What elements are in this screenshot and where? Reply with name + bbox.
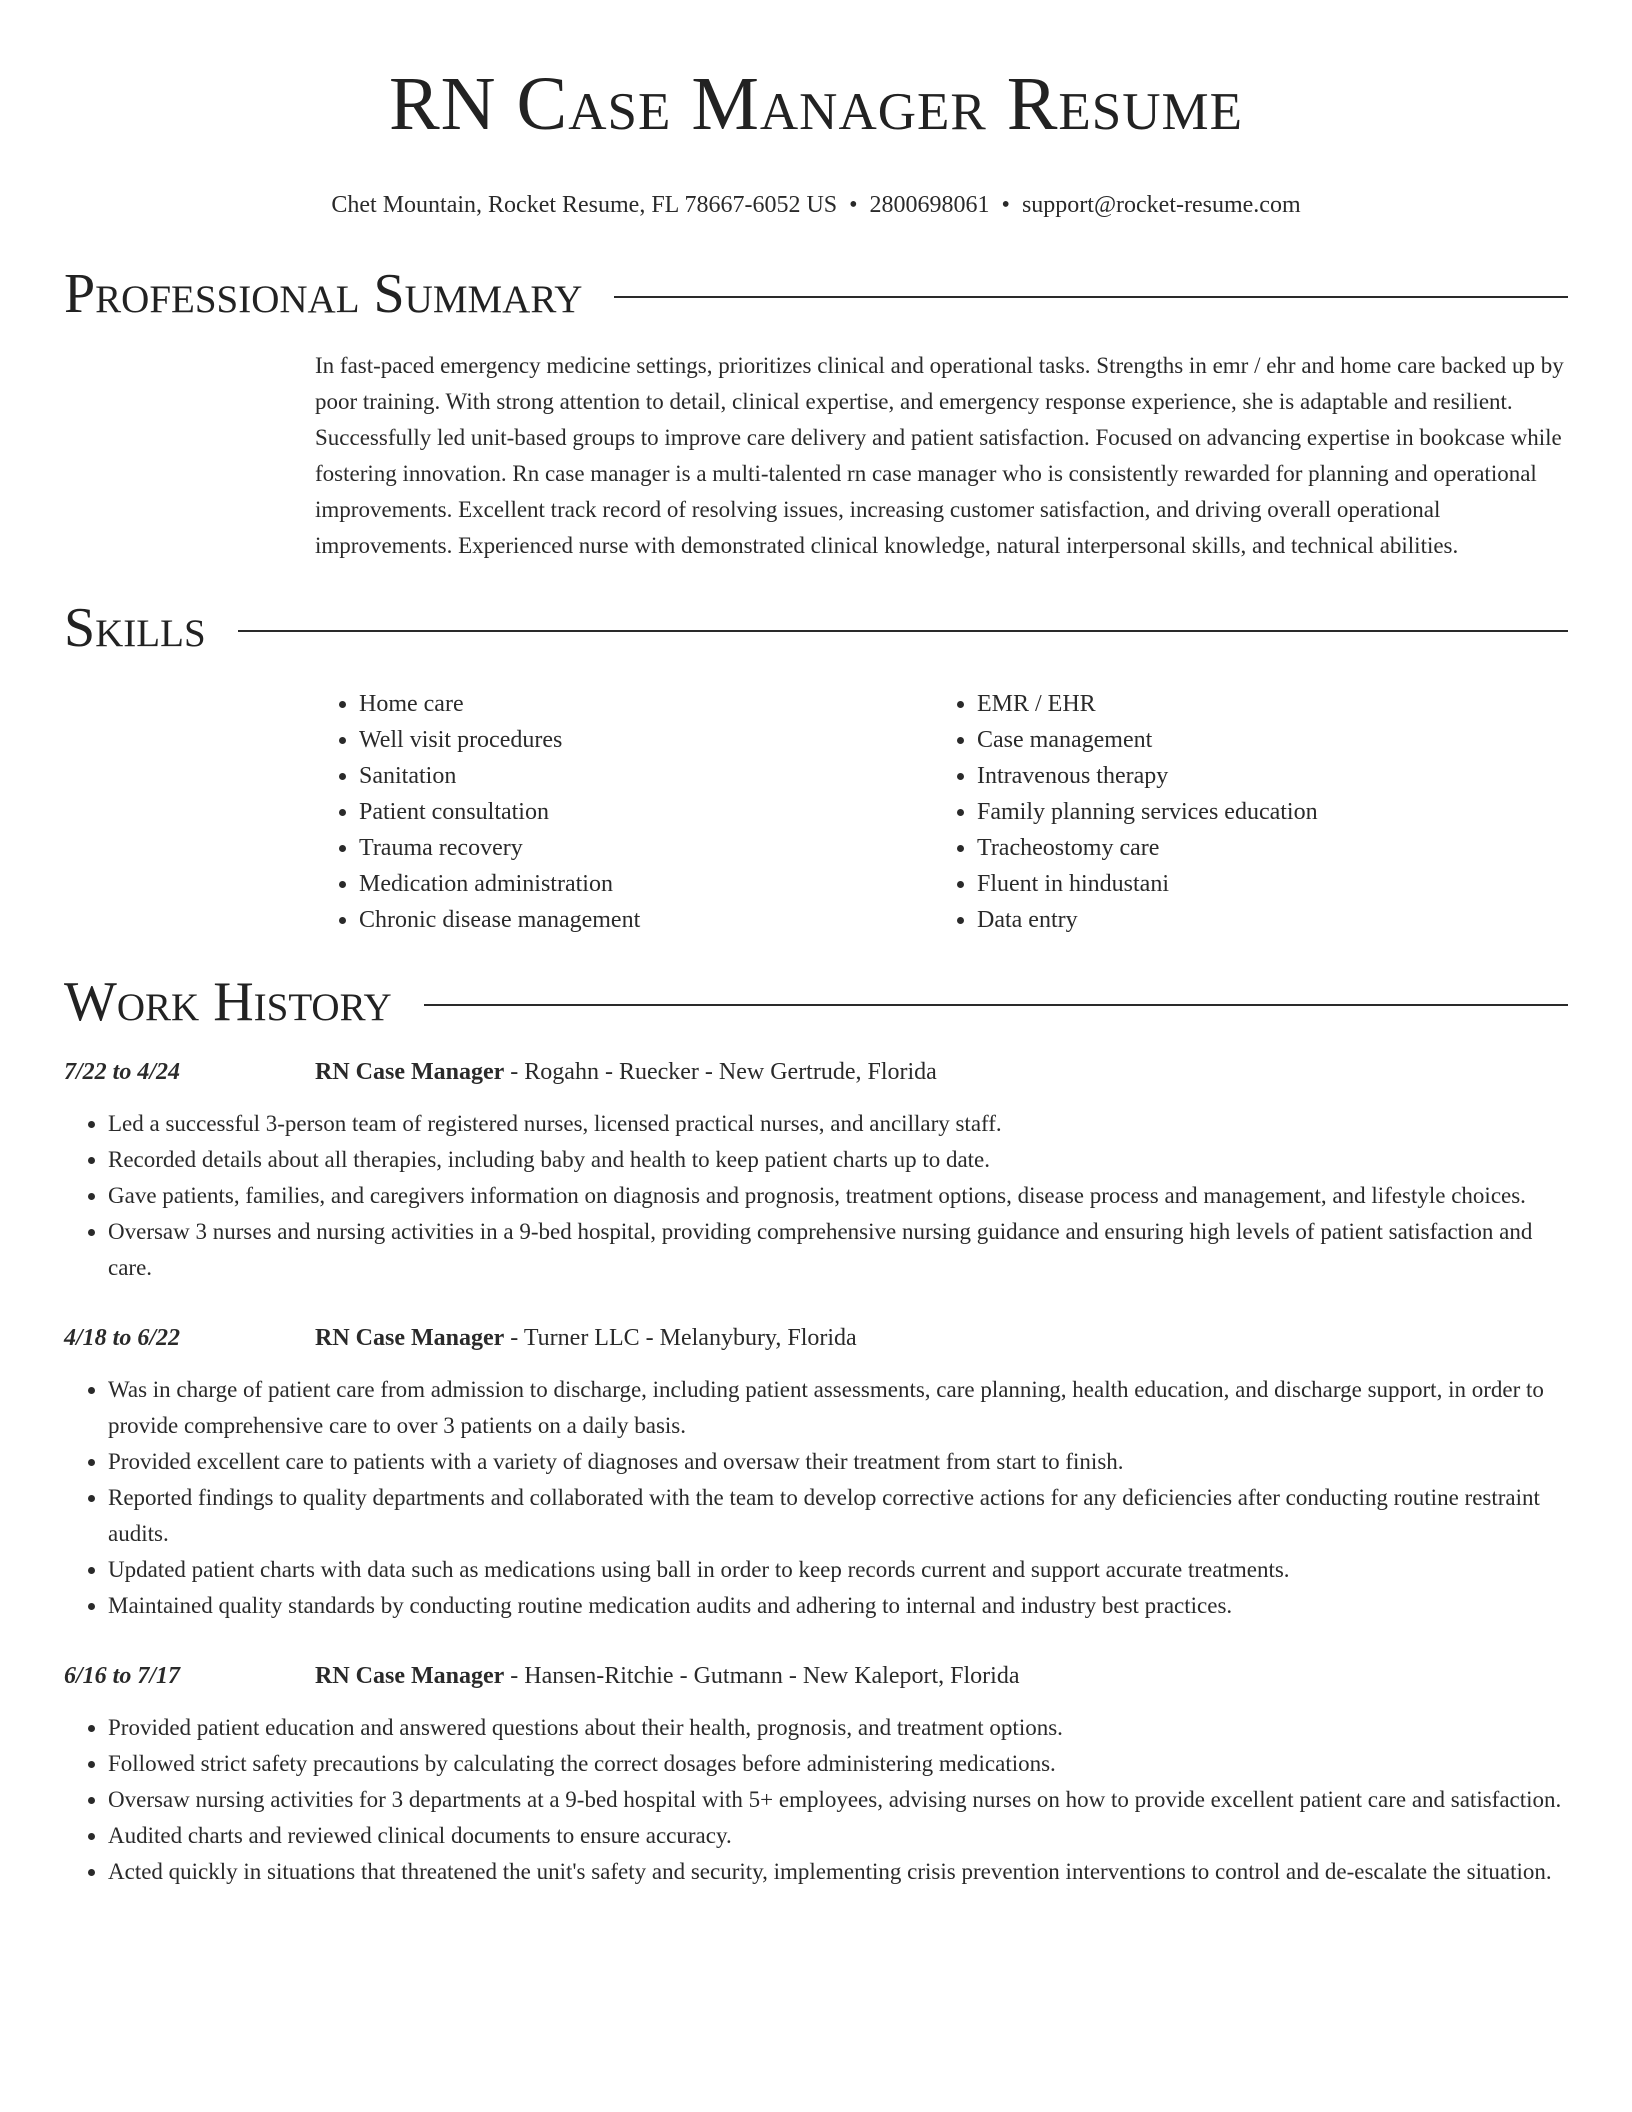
contact-separator: • — [849, 192, 858, 218]
job-header — [64, 1658, 1568, 1694]
job-heading — [315, 1320, 857, 1356]
skills-heading-text: Skills — [64, 597, 206, 659]
job-bullet: • Followed strict safety precautions by calculating the correct dosages before administering medications. — [108, 1746, 1568, 1782]
summary-text: In fast-paced emergency medicine settings, prioritizes clinical and operational tasks. Strengths in emr / ehr and home care backed up by poor training. With strong attention to detail, clinical expertise, and emergency response experience, she is adaptable and resilient. Successfully led unit-based groups to improve care delivery and patient satisfaction. Focused on advancing expertise in bookcase while fostering innovation. Rn case manager is a multi-talented rn case manager who is consistently rewarded for planning and operational improvements. Excellent track record of resolving issues, increasing customer satisfaction, and driving overall operational improvements. Experienced nurse with demonstrated clinical knowledge, natural interpersonal skills, and technical abilities. — [315, 353, 1564, 558]
job-bullet: • Gave patients, families, and caregivers information on diagnosis and prognosis, treatment options, disease process and management, and lifestyle choices. — [108, 1178, 1568, 1214]
contact-phone: 2800698061 — [869, 192, 990, 218]
resume-title: RN Case Manager Resume — [388, 62, 1244, 146]
job-bullet: • Oversaw nursing activities for 3 departments at a 9-bed hospital with 5+ employees, advising nurses on how to provide excellent patient care and satisfaction. — [108, 1782, 1568, 1818]
section-rule — [424, 1004, 1568, 1006]
skill-item: • Medication administration — [359, 866, 933, 902]
work-section-heading — [64, 970, 1568, 1034]
resume-page — [64, 0, 1568, 1890]
job-bullet: • Updated patient charts with data such as medications using ball in order to keep records current and support accurate treatments. — [108, 1552, 1568, 1588]
job-details: - Hansen-Ritchie - Gutmann - New Kaleport, Florida — [504, 1663, 1020, 1689]
job-bullet: • Led a successful 3-person team of registered nurses, licensed practical nurses, and ancillary staff. — [108, 1106, 1568, 1142]
job-details: - Turner LLC - Melanybury, Florida — [504, 1325, 857, 1351]
section-rule — [614, 296, 1568, 298]
job-heading — [315, 1658, 1020, 1694]
skill-item: • Family planning services education — [977, 794, 1551, 830]
job-entry — [64, 1320, 1568, 1624]
job-dates: 4/18 to 6/22 — [64, 1325, 181, 1351]
job-details: - Rogahn - Ruecker - New Gertrude, Florida — [504, 1059, 937, 1085]
job-entry — [64, 1054, 1568, 1286]
job-title: RN Case Manager — [315, 1663, 505, 1689]
job-bullet: • Reported findings to quality departments and collaborated with the team to develop corrective actions for any deficiencies after conducting routine restraint audits. — [108, 1480, 1568, 1552]
job-entry — [64, 1658, 1568, 1890]
job-bullet: • Provided patient education and answered questions about their health, prognosis, and treatment options. — [108, 1710, 1568, 1746]
job-header — [64, 1320, 1568, 1356]
skill-item: • EMR / EHR — [977, 686, 1551, 722]
skill-item: • Intravenous therapy — [977, 758, 1551, 794]
skill-item: • Home care — [359, 686, 933, 722]
contact-separator: • — [1001, 192, 1010, 218]
contact-email: support@rocket-resume.com — [1021, 192, 1301, 218]
job-bullet: • Maintained quality standards by conducting routine medication audits and adhering to internal and industry best practices. — [108, 1588, 1568, 1624]
skill-item: • Case management — [977, 722, 1551, 758]
section-rule — [238, 630, 1568, 632]
job-dates: 7/22 to 4/24 — [64, 1059, 181, 1085]
skills-column-left — [315, 686, 933, 938]
skill-item: • Fluent in hindustani — [977, 866, 1551, 902]
job-bullets — [64, 1710, 1568, 1890]
skills-column-right — [933, 686, 1551, 938]
skill-item: • Data entry — [977, 902, 1551, 938]
job-bullet: • Oversaw 3 nurses and nursing activities in a 9-bed hospital, providing comprehensive nursing guidance and ensuring high levels of patient satisfaction and care. — [108, 1214, 1568, 1286]
summary-section-heading — [64, 262, 1568, 326]
job-bullets — [64, 1106, 1568, 1286]
job-bullet: • Recorded details about all therapies, including baby and health to keep patient charts up to date. — [108, 1142, 1568, 1178]
summary-heading-text: Professional Summary — [64, 263, 583, 325]
job-bullet: • Acted quickly in situations that threatened the unit's safety and security, implementing crisis prevention interventions to control and de-escalate the situation. — [108, 1854, 1568, 1890]
skills-list — [315, 686, 1568, 938]
skills-section-heading — [64, 596, 1568, 660]
contact-line — [64, 190, 1568, 220]
skill-item: • Tracheostomy care — [977, 830, 1551, 866]
job-title: RN Case Manager — [315, 1059, 505, 1085]
job-heading — [315, 1054, 937, 1090]
skill-item: • Patient consultation — [359, 794, 933, 830]
skill-item: • Chronic disease management — [359, 902, 933, 938]
job-bullet: • Audited charts and reviewed clinical documents to ensure accuracy. — [108, 1818, 1568, 1854]
job-header — [64, 1054, 1568, 1090]
job-bullet: • Was in charge of patient care from admission to discharge, including patient assessments, care planning, health education, and discharge support, in order to provide comprehensive care to over 3 patients on a daily basis. — [108, 1372, 1568, 1444]
work-heading-text: Work History — [64, 971, 392, 1033]
job-bullet: • Provided excellent care to patients with a variety of diagnoses and oversaw their treatment from start to finish. — [108, 1444, 1568, 1480]
skill-item: • Well visit procedures — [359, 722, 933, 758]
job-bullets — [64, 1372, 1568, 1624]
skill-item: • Trauma recovery — [359, 830, 933, 866]
contact-address: Chet Mountain, Rocket Resume, FL 78667-6052 US — [331, 192, 838, 218]
skill-item: • Sanitation — [359, 758, 933, 794]
job-title: RN Case Manager — [315, 1325, 505, 1351]
job-dates: 6/16 to 7/17 — [64, 1663, 181, 1689]
